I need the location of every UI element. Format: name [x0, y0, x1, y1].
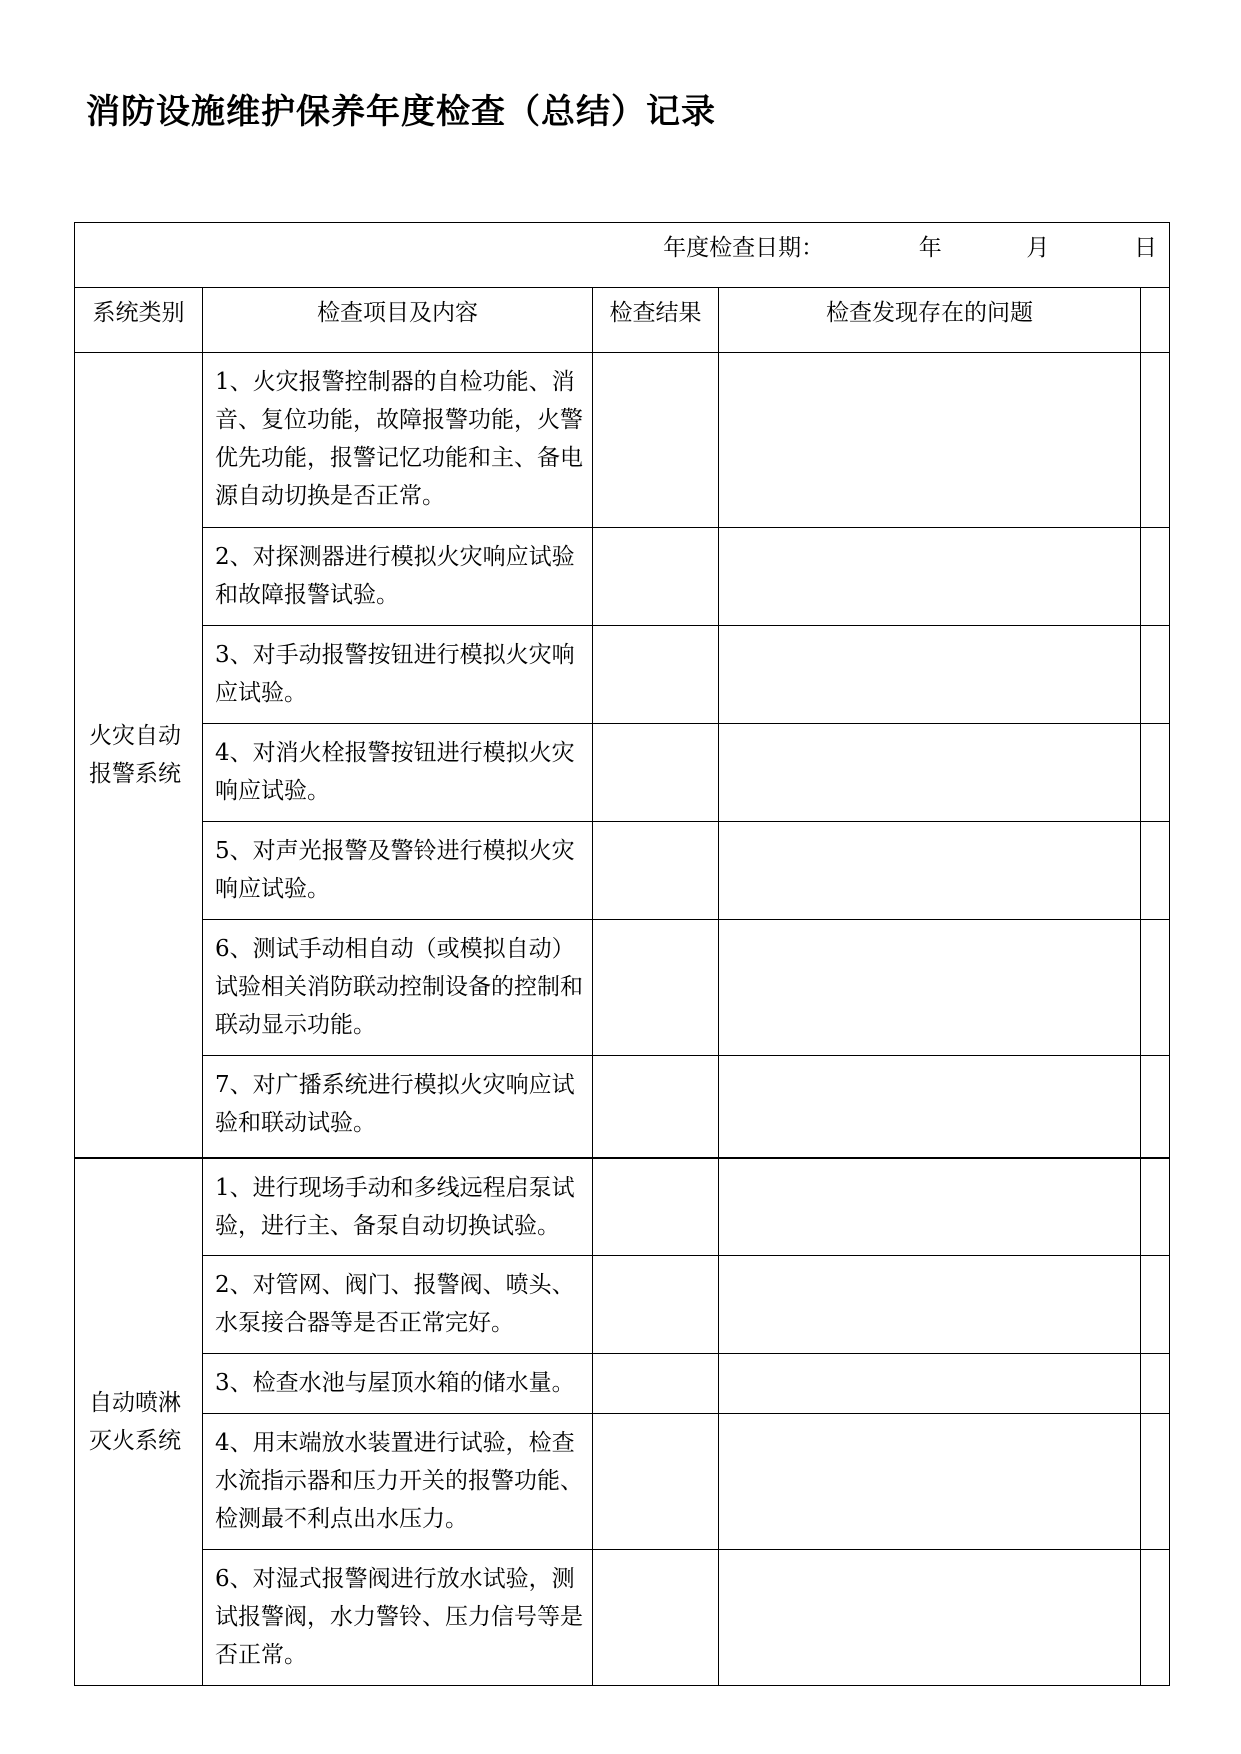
table-row	[75, 1414, 1170, 1550]
date-label: 年度检查日期：	[663, 235, 825, 261]
result-cell[interactable]	[593, 822, 719, 920]
check-item-cell: 3、检查水池与屋顶水箱的储水量。	[203, 1354, 593, 1414]
table-row	[75, 1354, 1170, 1414]
date-month: 月	[1026, 235, 1050, 261]
header-items: 检查项目及内容	[203, 288, 593, 353]
result-cell[interactable]	[593, 1414, 719, 1550]
check-item-cell: 2、对管网、阀门、报警阀、喷头、水泵接合器等是否正常完好。	[203, 1256, 593, 1354]
date-day: 日	[1134, 235, 1157, 261]
extra-cell	[1141, 1550, 1170, 1686]
check-item-cell: 4、用末端放水装置进行试验，检查水流指示器和压力开关的报警功能、检测最不利点出水压力。	[203, 1414, 593, 1550]
issues-cell[interactable]	[719, 1256, 1141, 1354]
check-item-cell: 3、对手动报警按钮进行模拟火灾响应试验。	[203, 626, 593, 724]
extra-cell	[1141, 1056, 1170, 1158]
result-cell[interactable]	[593, 1158, 719, 1256]
table-row	[75, 353, 1170, 528]
issues-cell[interactable]	[719, 528, 1141, 626]
table-row	[75, 528, 1170, 626]
table-row	[75, 626, 1170, 724]
result-cell[interactable]	[593, 528, 719, 626]
check-item-cell: 2、对探测器进行模拟火灾响应试验和故障报警试验。	[203, 528, 593, 626]
header-row	[75, 288, 1170, 353]
issues-cell[interactable]	[719, 1550, 1141, 1686]
inspection-table	[74, 222, 1170, 1686]
issues-cell[interactable]	[719, 1158, 1141, 1256]
table-row	[75, 1056, 1170, 1158]
extra-cell	[1141, 724, 1170, 822]
issues-cell[interactable]	[719, 1056, 1141, 1158]
extra-cell	[1141, 822, 1170, 920]
issues-cell[interactable]	[719, 822, 1141, 920]
result-cell[interactable]	[593, 724, 719, 822]
extra-cell	[1141, 1354, 1170, 1414]
result-cell[interactable]	[593, 626, 719, 724]
issues-cell[interactable]	[719, 920, 1141, 1056]
result-cell[interactable]	[593, 1256, 719, 1354]
date-year: 年	[918, 235, 942, 261]
issues-cell[interactable]	[719, 1414, 1141, 1550]
issues-cell[interactable]	[719, 724, 1141, 822]
header-result: 检查结果	[593, 288, 719, 353]
issues-cell[interactable]	[719, 626, 1141, 724]
result-cell[interactable]	[593, 1354, 719, 1414]
system-type-cell: 自动喷淋灭火系统	[75, 1158, 203, 1686]
extra-cell	[1141, 528, 1170, 626]
table-row	[75, 724, 1170, 822]
check-item-cell: 5、对声光报警及警铃进行模拟火灾响应试验。	[203, 822, 593, 920]
date-cell	[75, 223, 1170, 288]
document-title: 消防设施维护保养年度检查（总结）记录	[86, 92, 716, 132]
system-type-cell: 火灾自动报警系统	[75, 353, 203, 1158]
date-row	[75, 223, 1170, 288]
issues-cell[interactable]	[719, 1354, 1141, 1414]
table-row	[75, 920, 1170, 1056]
header-extra	[1141, 288, 1170, 353]
result-cell[interactable]	[593, 1056, 719, 1158]
extra-cell	[1141, 1414, 1170, 1550]
result-cell[interactable]	[593, 920, 719, 1056]
extra-cell	[1141, 1256, 1170, 1354]
check-item-cell: 6、对湿式报警阀进行放水试验，测试报警阀，水力警铃、压力信号等是否正常。	[203, 1550, 593, 1686]
table-row	[75, 1550, 1170, 1686]
table-row	[75, 1158, 1170, 1256]
extra-cell	[1141, 1158, 1170, 1256]
header-system-type: 系统类别	[75, 288, 203, 353]
issues-cell[interactable]	[719, 353, 1141, 528]
header-issues: 检查发现存在的问题	[719, 288, 1141, 353]
check-item-cell: 6、测试手动相自动（或模拟自动）试验相关消防联动控制设备的控制和联动显示功能。	[203, 920, 593, 1056]
extra-cell	[1141, 626, 1170, 724]
check-item-cell: 1、进行现场手动和多线远程启泵试验，进行主、备泵自动切换试验。	[203, 1158, 593, 1256]
table-row	[75, 822, 1170, 920]
check-item-cell: 4、对消火栓报警按钮进行模拟火灾响应试验。	[203, 724, 593, 822]
check-item-cell: 1、火灾报警控制器的自检功能、消音、复位功能，故障报警功能，火警优先功能，报警记忆功能和主、备电源自动切换是否正常。	[203, 353, 593, 528]
table-row	[75, 1256, 1170, 1354]
extra-cell	[1141, 353, 1170, 528]
extra-cell	[1141, 920, 1170, 1056]
result-cell[interactable]	[593, 1550, 719, 1686]
check-item-cell: 7、对广播系统进行模拟火灾响应试验和联动试验。	[203, 1056, 593, 1158]
result-cell[interactable]	[593, 353, 719, 528]
